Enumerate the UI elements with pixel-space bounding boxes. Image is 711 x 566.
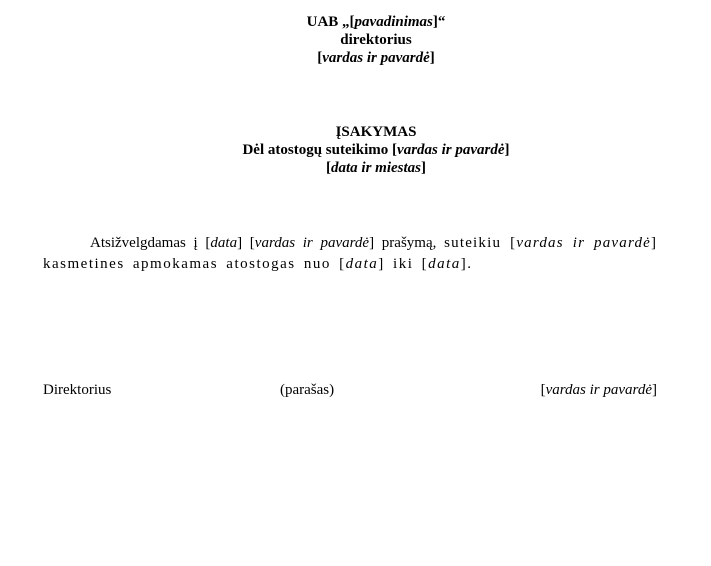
signature-label: (parašas) bbox=[280, 382, 335, 398]
director-name-line: [vardas ir pavardė] bbox=[317, 50, 435, 66]
date-placeholder: data bbox=[210, 235, 238, 251]
order-subject: Dėl atostogų suteikimo [vardas ir pavardė] bbox=[242, 142, 510, 158]
position-line: direktorius bbox=[340, 32, 412, 48]
subject-name-placeholder: vardas ir pavardė bbox=[397, 142, 505, 158]
director-name-placeholder: vardas ir pavardė bbox=[322, 50, 430, 66]
name-placeholder: vardas ir pavardė bbox=[254, 235, 370, 251]
date-placeholder: data bbox=[428, 256, 461, 272]
signer-role: Direktorius bbox=[43, 382, 112, 398]
order-body-paragraph: Atsižvelgdamas į [data] [vardas ir pavardė] prašymą, suteikiu [vardas ir pavardė] kasmetines apmokamas atostogas nuo [data] iki [data]. bbox=[43, 235, 657, 272]
signer-name: [vardas ir pavardė] bbox=[540, 382, 657, 398]
order-date-place: [data ir miestas] bbox=[325, 160, 426, 176]
order-heading: ĮSAKYMAS bbox=[335, 124, 417, 140]
date-placeholder: data bbox=[345, 256, 379, 272]
date-place-placeholder: data ir miestas bbox=[330, 160, 421, 176]
order-title-block bbox=[0, 123, 711, 177]
company-name-placeholder: pavadinimas bbox=[354, 14, 433, 30]
company-line: UAB „[pavadinimas]“ bbox=[306, 14, 446, 30]
name-placeholder: vardas ir pavardė bbox=[516, 235, 652, 251]
document-header bbox=[0, 13, 711, 67]
signer-name-placeholder: vardas ir pavardė bbox=[545, 382, 652, 398]
